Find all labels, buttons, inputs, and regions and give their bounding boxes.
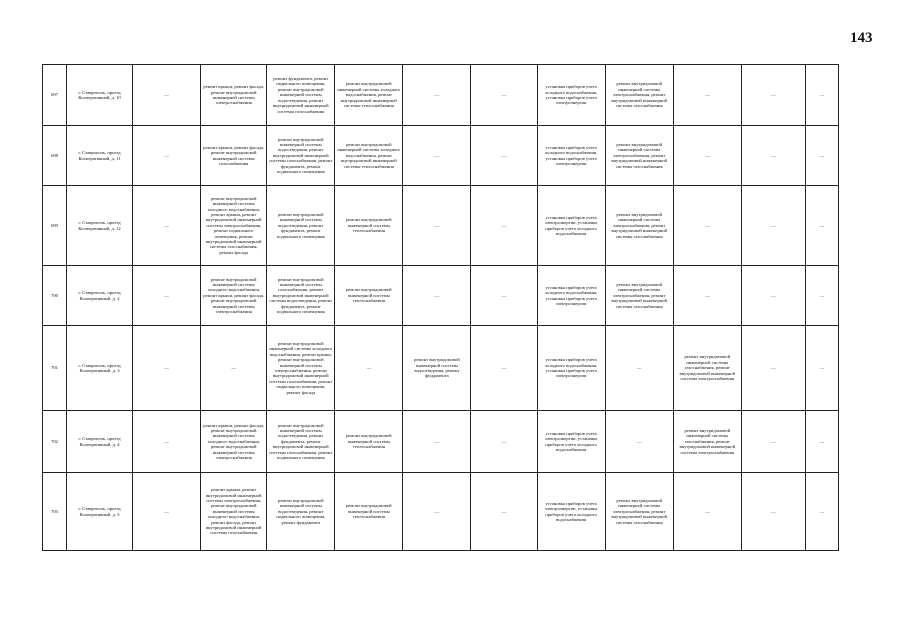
empty-cell-dash: —	[133, 473, 201, 551]
work-type-cell: ремонт внутридомовой инженерной системы электроснабжения, ремонт внутридомовой инженерной системы газоснабжения	[605, 65, 673, 126]
empty-cell-dash: —	[403, 473, 471, 551]
empty-cell-dash: —	[805, 473, 838, 551]
empty-cell-dash: —	[201, 326, 267, 411]
empty-cell-dash: —	[673, 266, 741, 326]
work-type-cell: ремонт внутридомовой инженерной системы теплоснабжения	[335, 186, 403, 266]
work-type-cell: установка приборов учета холодного водоснабжения, установка приборов учета электроэнергии	[537, 266, 605, 326]
table-row	[43, 473, 839, 551]
empty-cell-dash: —	[133, 326, 201, 411]
work-type-cell: ремонт внутридомовой инженерной системы электроснабжения, ремонт внутридомовой инженерной системы газоснабжения	[605, 126, 673, 186]
empty-cell-dash: —	[471, 65, 537, 126]
row-address: г. Ставрополь, проезд Кооперативный, д. 4	[67, 411, 133, 473]
table-row	[43, 126, 839, 186]
row-address: г. Ставрополь, проезд Кооперативный, д. 10	[67, 65, 133, 126]
empty-cell-dash: —	[403, 126, 471, 186]
work-type-cell: ремонт внутридомовой инженерной системы теплоснабжения	[335, 411, 403, 473]
work-type-cell: ремонт крыши, ремонт фасада, ремонт внутридомовой инженерной системы электроснабжения	[201, 65, 267, 126]
empty-cell-dash: —	[741, 65, 805, 126]
work-type-cell: ремонт крыши, ремонт фасада, ремонт внутридомовой инженерной системы газоснабжения	[201, 126, 267, 186]
work-type-cell: установка приборов учета электроэнергии, установка приборов учета холодного водоснабжения	[537, 473, 605, 551]
empty-cell-dash: —	[335, 326, 403, 411]
row-address: г. Ставрополь, проезд Кооперативный, д. 2	[67, 266, 133, 326]
table-row	[43, 266, 839, 326]
empty-cell-dash: —	[605, 326, 673, 411]
empty-cell-dash: —	[471, 266, 537, 326]
row-number: 701	[43, 326, 67, 411]
row-address: г. Ставрополь, проезд Кооперативный, д. 12	[67, 186, 133, 266]
empty-cell-dash: —	[805, 326, 838, 411]
empty-cell-dash: —	[741, 326, 805, 411]
work-type-cell: ремонт внутридомовой инженерной системы газоснабжения, ремонт внутридомовой инженерной системы электроснабжения	[673, 411, 741, 473]
table-row	[43, 326, 839, 411]
table-row	[43, 186, 839, 266]
work-type-cell: установка приборов учета холодного водоснабжения, установка приборов учета электроэнергии	[537, 65, 605, 126]
empty-cell-dash: —	[805, 186, 838, 266]
empty-cell-dash: —	[673, 65, 741, 126]
empty-cell-dash: —	[471, 473, 537, 551]
work-type-cell: ремонт внутридомовой инженерной системы электроснабжения, ремонт внутридомовой инженерной системы газоснабжения	[605, 473, 673, 551]
work-type-cell: ремонт внутридомовой инженерной системы водоотведения, ремонт внутридомовой инженерной системы газоснабжения, ремонт фундамента, ремонт подвального помещения	[267, 126, 335, 186]
work-type-cell: ремонт крыши, ремонт внутридомовой инженерной системы электроснабжения, ремонт внутридомовой инженерной системы холодного водоснабжения, ремонт фасада, ремонт внутридомовой инженерной системы газоснабжения	[201, 473, 267, 551]
work-type-cell: ремонт внутридомовой инженерной системы холодного водоснабжения, ремонт крыши, ремонт внутридомовой инженерной системы электроснабжения, ремонт подвального помещения, ремонт внутридомовой инженерной системы газоснабжения, ремонт фасада	[201, 186, 267, 266]
empty-cell-dash: —	[805, 411, 838, 473]
empty-cell-dash: —	[471, 126, 537, 186]
work-type-cell: ремонт внутридомовой инженерной системы водоотведения, ремонт фундамента, ремонт внутридомовой инженерной системы газоснабжения, ремонт подвального помещения	[267, 411, 335, 473]
table-row	[43, 411, 839, 473]
empty-cell-dash: —	[673, 473, 741, 551]
empty-cell-dash: —	[471, 326, 537, 411]
page-number: 143	[850, 30, 873, 46]
empty-cell-dash: —	[471, 411, 537, 473]
empty-cell-dash: —	[133, 411, 201, 473]
work-type-cell: ремонт фундамента, ремонт подвального помещения, ремонт внутридомовой инженерной системы водоотведения, ремонт внутридомовой инженерной системы газоснабжения	[267, 65, 335, 126]
empty-cell-dash: —	[471, 186, 537, 266]
row-address: г. Ставрополь, проезд Кооперативный, д. 5	[67, 473, 133, 551]
work-type-cell: ремонт крыши, ремонт фасада, ремонт внутридомовой инженерной системы холодного водоснабжения, ремонт внутридомовой инженерной системы электроснабжения	[201, 411, 267, 473]
empty-cell-dash: —	[403, 186, 471, 266]
empty-cell-dash: —	[673, 126, 741, 186]
empty-cell-dash: —	[403, 266, 471, 326]
work-type-cell: установка приборов учета электроэнергии, установка приборов учета холодного водоснабжения	[537, 411, 605, 473]
row-number: 702	[43, 411, 67, 473]
empty-cell-dash: —	[805, 266, 838, 326]
work-type-cell: ремонт внутридомовой инженерной системы водоотведения, ремонт фундамента, ремонт подвального помещения	[267, 186, 335, 266]
row-number: 697	[43, 65, 67, 126]
empty-cell-dash: —	[133, 186, 201, 266]
empty-cell-dash: —	[741, 473, 805, 551]
work-type-cell: ремонт внутридомовой инженерной системы теплоснабжения	[335, 266, 403, 326]
row-address: г. Ставрополь, проезд Кооперативный, д. 11	[67, 126, 133, 186]
table-row	[43, 65, 839, 126]
work-type-cell: ремонт внутридомовой инженерной системы холодного водоснабжения, ремонт внутридомовой инженерной системы теплоснабжения	[335, 65, 403, 126]
work-type-cell: установка приборов учета холодного водоснабжения, установка приборов учета электроэнергии	[537, 126, 605, 186]
work-type-cell: ремонт внутридомовой инженерной системы холодного водоснабжения, ремонт крыши, ремонт внутридомовой инженерной системы электроснабжения, ремонт внутридомовой инженерной системы газоснабжения, ремонт подвального помещения, ремонт фасада	[267, 326, 335, 411]
empty-cell-dash: —	[403, 65, 471, 126]
work-type-cell: ремонт внутридомовой инженерной системы электроснабжения, ремонт внутридомовой инженерной системы газоснабжения	[605, 266, 673, 326]
empty-cell-dash: —	[133, 126, 201, 186]
empty-cell-dash: —	[605, 411, 673, 473]
work-type-cell: ремонт внутридомовой инженерной системы газоснабжения, ремонт внутридомовой инженерной системы электроснабжения	[673, 326, 741, 411]
empty-cell-dash: —	[805, 65, 838, 126]
empty-cell-dash: —	[133, 65, 201, 126]
empty-cell-dash: —	[403, 411, 471, 473]
work-type-cell: ремонт внутридомовой инженерной системы холодного водоснабжения, ремонт внутридомовой инженерной системы теплоснабжения	[335, 126, 403, 186]
work-type-cell: ремонт внутридомовой инженерной системы водоотведения, ремонт подвального помещения, ремонт фундамента	[267, 473, 335, 551]
row-number: 698	[43, 126, 67, 186]
empty-cell-dash: —	[741, 266, 805, 326]
work-type-cell: ремонт внутридомовой инженерной системы газоснабжения, ремонт внутридомовой инженерной системы водоотведения, ремонт фундамента, ремонт подвального помещения	[267, 266, 335, 326]
work-type-cell: установка приборов учета холодного водоснабжения, установка приборов учета электроэнергии	[537, 326, 605, 411]
row-number: 703	[43, 473, 67, 551]
repair-schedule-table	[42, 64, 839, 551]
work-type-cell: ремонт внутридомовой инженерной системы холодного водоснабжения, ремонт крыши, ремонт фасада, ремонт внутридомовой инженерной системы электроснабжения	[201, 266, 267, 326]
work-type-cell: установка приборов учета электроэнергии, установка приборов учета холодного водоснабжения	[537, 186, 605, 266]
empty-cell-dash: —	[741, 411, 805, 473]
work-type-cell: ремонт внутридомовой инженерной системы теплоснабжения	[335, 473, 403, 551]
empty-cell-dash: —	[133, 266, 201, 326]
empty-cell-dash: —	[741, 186, 805, 266]
row-number: 700	[43, 266, 67, 326]
empty-cell-dash: —	[741, 126, 805, 186]
empty-cell-dash: —	[673, 186, 741, 266]
row-number: 699	[43, 186, 67, 266]
empty-cell-dash: —	[805, 126, 838, 186]
work-type-cell: ремонт внутридомовой инженерной системы электроснабжения, ремонт внутридомовой инженерной системы газоснабжения	[605, 186, 673, 266]
work-type-cell: ремонт внутридомовой инженерной системы водоотведения, ремонт фундамента	[403, 326, 471, 411]
row-address: г. Ставрополь, проезд Кооперативный, д. 3	[67, 326, 133, 411]
